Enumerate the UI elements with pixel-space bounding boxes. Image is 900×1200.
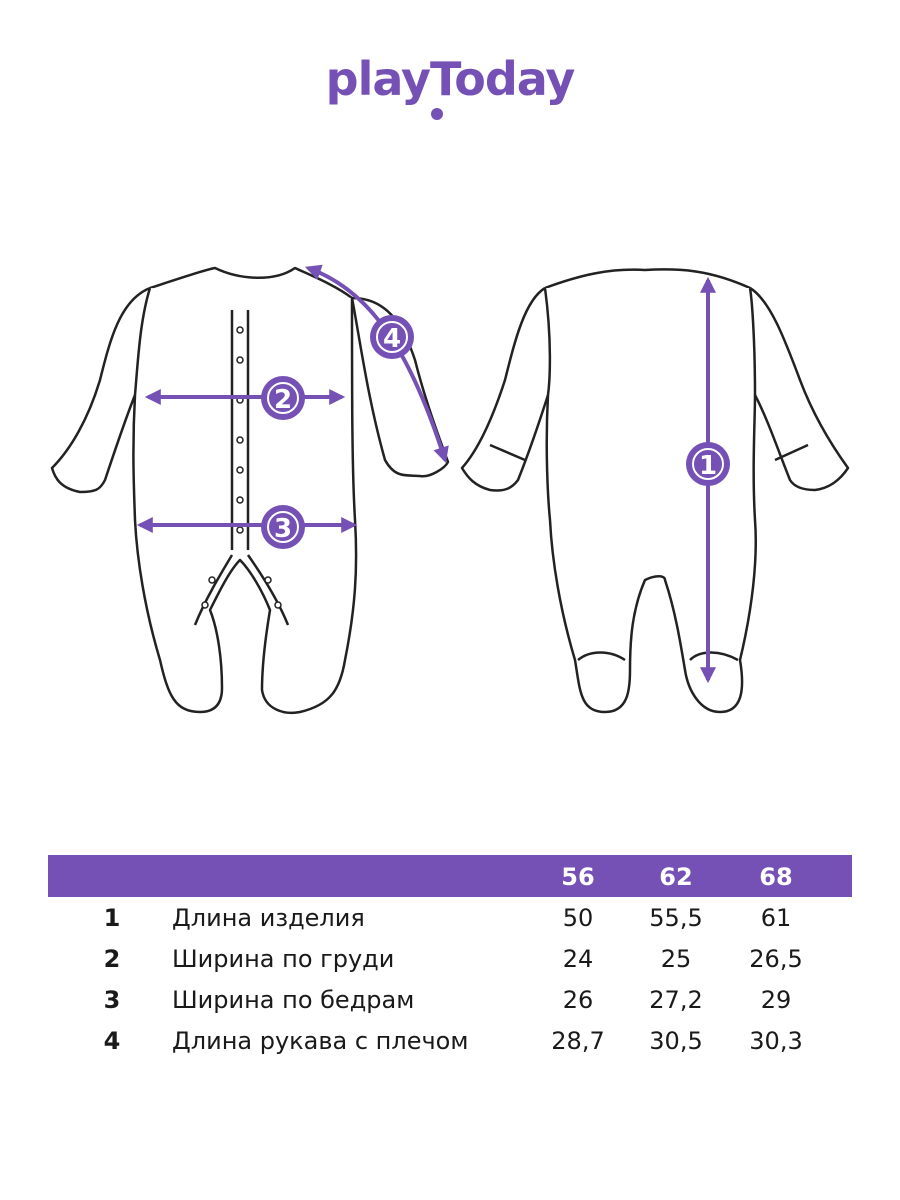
measurement-value: 29	[760, 986, 792, 1014]
measurement-label: Ширина по груди	[172, 945, 395, 973]
row-number: 2	[103, 945, 121, 973]
measurement-value: 30,3	[749, 1027, 803, 1055]
svg-text:4: 4	[382, 324, 402, 354]
measurement-label: Длина изделия	[172, 904, 365, 932]
measurement-value: 27,2	[649, 986, 703, 1014]
size-table-header	[48, 855, 852, 897]
measurement-value: 55,5	[649, 904, 703, 932]
marker-2	[261, 376, 305, 420]
measurement-value: 50	[562, 904, 594, 932]
svg-text:2: 2	[273, 385, 293, 415]
size-column-header: 62	[659, 863, 693, 891]
marker-4	[370, 315, 414, 359]
measurement-value: 28,7	[551, 1027, 605, 1055]
back-view-drawing	[462, 269, 848, 712]
svg-text:3: 3	[273, 514, 293, 544]
measurement-label: Длина рукава с плечом	[172, 1027, 469, 1055]
row-number: 1	[103, 904, 121, 932]
measurement-label: Ширина по бедрам	[172, 986, 415, 1014]
table-row	[0, 1023, 900, 1064]
size-column-header: 68	[759, 863, 793, 891]
size-column-header: 56	[561, 863, 595, 891]
measurement-value: 26	[562, 986, 594, 1014]
measurement-value: 24	[562, 945, 594, 973]
row-number: 4	[103, 1027, 121, 1055]
measurement-value: 30,5	[649, 1027, 703, 1055]
table-row	[0, 982, 900, 1023]
table-row	[0, 941, 900, 982]
measurement-value: 25	[660, 945, 692, 973]
marker-3	[261, 505, 305, 549]
measurement-value: 61	[760, 904, 792, 932]
brand-logo: playToday	[325, 52, 575, 106]
svg-text:1: 1	[698, 451, 718, 481]
table-row	[0, 900, 900, 941]
row-number: 3	[103, 986, 121, 1014]
measurement-value: 26,5	[749, 945, 803, 973]
marker-1	[686, 442, 730, 486]
